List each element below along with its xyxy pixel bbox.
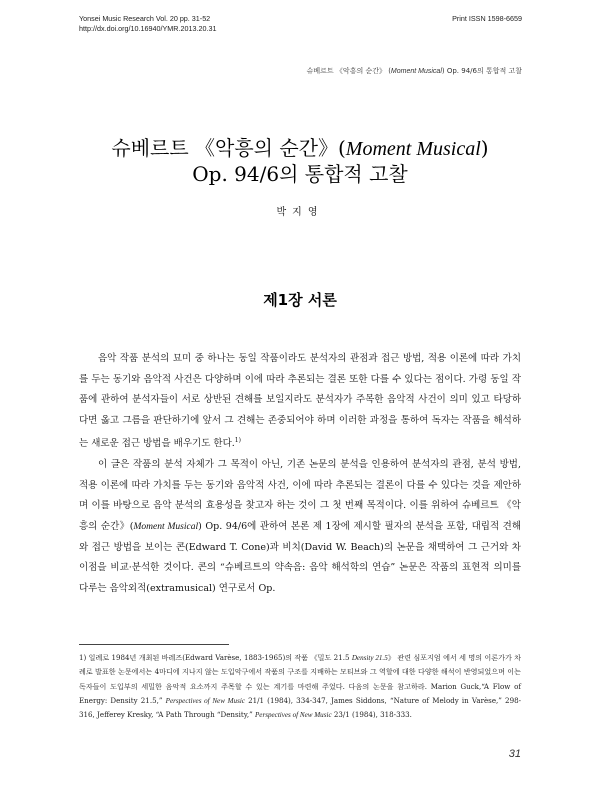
footnote-1	[79, 651, 521, 722]
running-head	[307, 66, 522, 76]
footnote-text-b: 》 관련 심포지엄 에서 세 명의 이론가가 차례로 발표한 논문에서는 4마디에 지나지 않는 도입악구에서 작품의 구조를 지배하는 모티브와 그 역할에 대한 다양한 해석이 반영되었으며 이는 독자들이 도입부의 세밀한 음악적 요소까지 주목할 수 있는 계기를 마련해 주었다. 다음의 논문을 참고하라. Marion Guck,“A Flow of Energy: Density 21.5,”	[79, 653, 521, 705]
paper-title	[60, 136, 540, 187]
footnote-italic-b: Perspectives of New Music	[165, 696, 245, 705]
author-name: 박지영	[276, 207, 324, 218]
chapter-heading: 제1장 서론	[263, 291, 337, 309]
page-number: 31	[508, 748, 521, 760]
title-line-2: Op. 94/6의 통합적 고찰	[192, 162, 408, 186]
running-head-italic: Moment Musical	[390, 68, 442, 75]
footnote-italic-a: Density 21.5	[351, 654, 388, 662]
paragraph-2-italic: Moment Musical	[133, 521, 199, 532]
paragraph-2-text-b: ) Op. 94/6에 관하여 본론 제 1장에 제시할 필자의 분석을 포함, 대립적 견해와 접근 방법을 보이는 콘(Edward T. Cone)과 비치(David W. Beach)의 논문을 채택하여 그 근거와 차이점을 비교·분석한 것이다. 콘의 “슈베르트의 약속음: 음악 해석학의 연습” 논문은 작품의 표현적 의미를 다루는 음악외적(extramusical) 연구로서 Op.	[79, 520, 522, 594]
title-line-1-italic: Moment Musical	[345, 138, 481, 160]
paragraph-2	[79, 455, 521, 599]
doi-link[interactable]: http://dx.doi.org/10.16940/YMR.2013.20.31	[79, 24, 217, 33]
body-text	[79, 349, 521, 599]
footnote-italic-c: Perspectives of New Music	[254, 711, 332, 720]
running-head-prefix: 슈베르트 《악흥의 순간》 (	[306, 67, 391, 75]
footnote-text-d: 23/1 (1984), 318-333.	[331, 710, 412, 720]
paragraph-2-text-a: 이 글은 작품의 분석 자체가 그 목적이 아닌, 기존 논문의 분석을 인용하여 분석자의 관점, 분석 방법, 적용 이론에 따라 가치를 두는 동기와 음악적 사건, 이에 따라 추론되는 결론이 다를 수 있다는 것을 제안하며 이를 바탕으로 음악 분석의 효용성을 찾고자 하는 것이 그 첫 번째 목적이다. 이를 위하여 슈베르트 《악흥의 순간》(	[79, 459, 521, 532]
footnote-ref-1[interactable]: 1)	[234, 437, 241, 445]
title-line-1	[60, 136, 540, 162]
title-line-1-suffix: )	[480, 136, 489, 160]
journal-header	[79, 14, 216, 34]
paragraph-1	[79, 349, 521, 455]
journal-citation: Yonsei Music Research Vol. 20 pp. 31-52	[79, 14, 211, 23]
title-line-1-prefix: 슈베르트 《악흥의 순간》(	[111, 136, 346, 160]
footnote-text-c: 21/1 (1984), 334-347, James Siddons, “Nature of Melody in Varèse,” 298-316, Jefferey Kresky, “A Path Through “Density,”	[79, 695, 521, 720]
footnote-text-a: 1) 일례로 1984년 개최된 바레즈(Edward Varèse, 1883-1965)의 작품 《밀도 21.5	[79, 653, 352, 662]
footnote-divider	[79, 644, 229, 645]
running-head-suffix: ) Op. 94/6의 통합적 고찰	[441, 67, 522, 75]
paragraph-1-text: 음악 작품 분석의 묘미 중 하나는 동일 작품이라도 분석자의 관점과 접근 방법, 적용 이론에 따라 가치를 두는 동기와 음악적 사건은 다양하며 이에 따라 추론되는 결론 또한 다를 수 있다는 점이다. 가령 동일 작품에 관하여 분석자들이 서로 상반된 견해를 보일지라도 분석자가 주목한 음악적 사건이 의미 있고 타당하다면 옳고 그름을 판단하기에 앞서 그 견해는 존중되어야 하며 이러한 과정을 통하여 독자는 작품을 해석하는 새로운 접근 방법을 배우기도 한다.	[79, 353, 521, 450]
issn: Print ISSN 1598-6659	[452, 14, 522, 23]
